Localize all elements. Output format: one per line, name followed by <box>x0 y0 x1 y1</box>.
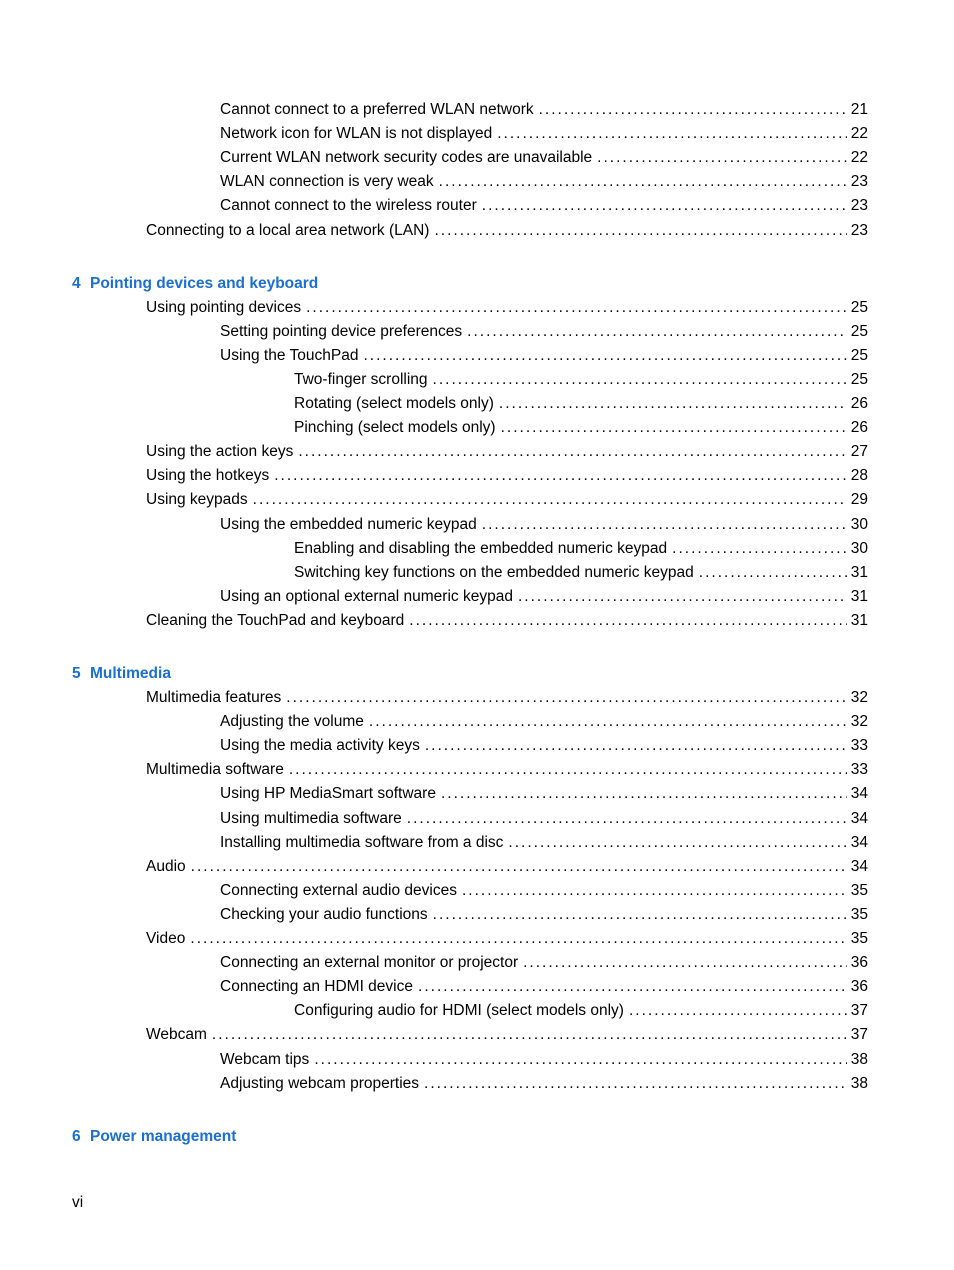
toc-entry-page: 34 <box>850 809 868 827</box>
toc-entry[interactable] <box>0 950 868 972</box>
toc-entry[interactable] <box>0 512 868 534</box>
toc-entry-page: 31 <box>850 563 868 581</box>
toc-entry-title: Using keypads <box>146 491 253 509</box>
toc-entry-page: 26 <box>850 395 868 412</box>
toc-entry[interactable] <box>0 902 868 924</box>
chapter-number: 4 <box>72 274 81 292</box>
toc-entry-page: 32 <box>850 689 868 706</box>
toc-entry-page: 35 <box>850 930 868 947</box>
toc-entry-page: 36 <box>850 954 868 972</box>
dot-leader <box>298 443 846 461</box>
toc-entry[interactable] <box>0 584 868 606</box>
toc-entry-page: 34 <box>850 857 868 875</box>
dot-leader <box>369 713 847 731</box>
chapter-title: Power management <box>90 1127 237 1145</box>
toc-entry[interactable] <box>0 685 868 707</box>
toc-entry[interactable] <box>0 367 868 389</box>
dot-leader <box>518 588 847 606</box>
toc-entry[interactable] <box>0 487 868 509</box>
toc-entry-page: 34 <box>850 785 868 803</box>
toc-entry[interactable] <box>0 463 868 485</box>
toc-entry-page: 31 <box>850 611 868 629</box>
toc-entry-page: 30 <box>850 515 868 533</box>
toc-entry-page: 36 <box>850 978 868 996</box>
toc-entry-page: 28 <box>850 467 868 485</box>
toc-entry-page: 22 <box>850 125 868 143</box>
toc-entry-title: Multimedia software <box>146 761 289 779</box>
dot-leader <box>274 467 847 485</box>
toc-entry[interactable] <box>0 1047 868 1069</box>
toc-entry-title: Rotating (select models only) <box>294 395 499 413</box>
toc-entry-title: Current WLAN network security codes are unavailable <box>220 149 597 167</box>
toc-entry[interactable] <box>0 781 868 803</box>
toc-entry-title: Setting pointing device preferences <box>220 323 467 341</box>
toc-entry-title: Enabling and disabling the embedded numeric keypad <box>294 540 672 558</box>
toc-entry-page: 29 <box>850 491 868 509</box>
toc-entry[interactable] <box>0 1022 868 1044</box>
dot-leader <box>699 564 847 582</box>
toc-entry[interactable] <box>0 145 868 167</box>
toc-entry[interactable] <box>0 218 868 240</box>
toc-entry-title: Pinching (select models only) <box>294 419 501 437</box>
dot-leader <box>629 1002 847 1020</box>
toc-entry-title: Using the action keys <box>146 443 298 461</box>
chapter-heading[interactable] <box>72 1128 236 1146</box>
dot-leader <box>407 810 847 828</box>
toc-entry[interactable] <box>0 878 868 900</box>
dot-leader <box>467 323 847 341</box>
toc-entry-title: Adjusting the volume <box>220 713 369 731</box>
toc-entry-page: 35 <box>850 905 868 923</box>
dot-leader <box>499 395 847 413</box>
toc-entry[interactable] <box>0 415 868 437</box>
toc-entry[interactable] <box>0 536 868 558</box>
toc-entry[interactable] <box>0 343 868 365</box>
toc-entry[interactable] <box>0 998 868 1020</box>
toc-entry[interactable] <box>0 560 868 582</box>
toc-entry-title: Using an optional external numeric keypad <box>220 588 518 606</box>
toc-entry-title: Installing multimedia software from a disc <box>220 834 508 852</box>
dot-leader <box>434 222 846 240</box>
dot-leader <box>523 954 847 972</box>
toc-entry-page: 25 <box>850 346 868 364</box>
toc-entry-title: Checking your audio functions <box>220 906 433 924</box>
toc-entry-page: 31 <box>850 587 868 605</box>
dot-leader <box>482 197 847 215</box>
toc-entry[interactable] <box>0 193 868 215</box>
dot-leader <box>418 978 847 996</box>
chapter-title: Multimedia <box>90 665 171 682</box>
toc-entry[interactable] <box>0 1071 868 1093</box>
chapter-heading[interactable] <box>72 275 318 293</box>
dot-leader <box>501 419 847 437</box>
toc-entry-page: 25 <box>850 298 868 316</box>
toc-entry[interactable] <box>0 757 868 779</box>
toc-entry[interactable] <box>0 854 868 876</box>
dot-leader <box>286 689 846 707</box>
toc-entry-page: 37 <box>850 1002 868 1020</box>
toc-entry-page: 33 <box>850 761 868 779</box>
toc-entry-title: Connecting an HDMI device <box>220 978 418 996</box>
dot-leader <box>212 1026 847 1044</box>
toc-entry-title: Using pointing devices <box>146 299 306 317</box>
dot-leader <box>190 930 846 948</box>
dot-leader <box>539 101 847 119</box>
dot-leader <box>672 540 847 558</box>
chapter-number: 6 <box>72 1127 81 1145</box>
chapter-number: 5 <box>72 665 81 682</box>
dot-leader <box>253 491 847 509</box>
dot-leader <box>433 906 847 924</box>
toc-entry-title: Cannot connect to the wireless router <box>220 197 482 215</box>
toc-entry-page: 21 <box>850 101 868 118</box>
toc-entry-title: Connecting to a local area network (LAN) <box>146 222 434 240</box>
toc-entry-page: 26 <box>850 419 868 437</box>
toc-entry-title: Adjusting webcam properties <box>220 1075 424 1093</box>
toc-entry-page: 38 <box>850 1050 868 1068</box>
toc-entry-title: Using the hotkeys <box>146 467 274 485</box>
toc-entry-title: Configuring audio for HDMI (select models only) <box>294 1002 629 1020</box>
dot-leader <box>482 516 847 534</box>
toc-entry[interactable] <box>0 97 868 119</box>
dot-leader <box>597 149 847 167</box>
toc-entry-page: 35 <box>850 881 868 899</box>
toc-entry-title: Using the media activity keys <box>220 737 425 755</box>
toc-entry-page: 38 <box>850 1074 868 1092</box>
dot-leader <box>433 371 847 389</box>
toc-entry-page: 23 <box>850 221 868 239</box>
toc-entry-title: WLAN connection is very weak <box>220 173 439 191</box>
toc-entry[interactable] <box>0 608 868 630</box>
dot-leader <box>462 882 847 900</box>
dot-leader <box>425 737 847 755</box>
chapter-title: Pointing devices and keyboard <box>90 274 319 292</box>
toc-entry-page: 37 <box>850 1026 868 1044</box>
chapter-heading[interactable] <box>72 665 171 683</box>
dot-leader <box>191 858 847 876</box>
dot-leader <box>424 1075 847 1093</box>
toc-entry-title: Using HP MediaSmart software <box>220 785 441 803</box>
toc-entry-title: Network icon for WLAN is not displayed <box>220 125 497 143</box>
dot-leader <box>441 785 847 803</box>
toc-entry-title: Video <box>146 930 190 948</box>
page-number-folio: vi <box>72 1194 84 1211</box>
toc-entry-page: 27 <box>850 443 868 461</box>
toc-entry-page: 25 <box>850 322 868 340</box>
toc-entry-page: 33 <box>850 737 868 755</box>
toc-entry-title: Two-finger scrolling <box>294 371 433 389</box>
toc-entry-title: Using multimedia software <box>220 810 407 828</box>
toc-entry[interactable] <box>0 169 868 191</box>
toc-entry-page: 22 <box>850 149 868 167</box>
toc-entry-title: Webcam tips <box>220 1051 314 1069</box>
toc-entry[interactable] <box>0 709 868 731</box>
dot-leader <box>439 173 847 191</box>
toc-entry-title: Using the TouchPad <box>220 347 363 365</box>
toc-entry-title: Connecting an external monitor or projector <box>220 954 523 972</box>
toc-entry-page: 32 <box>850 713 868 731</box>
dot-leader <box>508 834 846 852</box>
toc-entry-page: 25 <box>850 370 868 388</box>
toc-entry[interactable] <box>0 974 868 996</box>
toc-entry[interactable] <box>0 121 868 143</box>
dot-leader <box>314 1051 846 1069</box>
dot-leader <box>497 125 847 143</box>
toc-entry-title: Connecting external audio devices <box>220 882 462 900</box>
toc-entry-title: Using the embedded numeric keypad <box>220 516 482 534</box>
toc-entry-title: Cleaning the TouchPad and keyboard <box>146 612 409 630</box>
toc-entry-title: Webcam <box>146 1026 212 1044</box>
toc-entry[interactable] <box>0 391 868 413</box>
toc-entry[interactable] <box>0 806 868 828</box>
toc-entry-title: Audio <box>146 858 191 876</box>
dot-leader <box>289 761 847 779</box>
toc-entry-page: 30 <box>850 539 868 557</box>
dot-leader <box>409 612 847 630</box>
toc-entry-page: 23 <box>850 197 868 215</box>
toc-entry-page: 34 <box>850 833 868 851</box>
toc-entry-title: Switching key functions on the embedded numeric keypad <box>294 564 699 582</box>
dot-leader <box>363 347 846 365</box>
toc-entry-page: 23 <box>850 173 868 191</box>
toc-entry[interactable] <box>0 439 868 461</box>
toc-entry[interactable] <box>0 733 868 755</box>
toc-entry[interactable] <box>0 319 868 341</box>
toc-entry-title: Multimedia features <box>146 689 286 707</box>
toc-entry[interactable] <box>0 830 868 852</box>
toc-entry[interactable] <box>0 926 868 948</box>
toc-entry-title: Cannot connect to a preferred WLAN network <box>220 101 539 119</box>
toc-entry[interactable] <box>0 295 868 317</box>
dot-leader <box>306 299 847 317</box>
